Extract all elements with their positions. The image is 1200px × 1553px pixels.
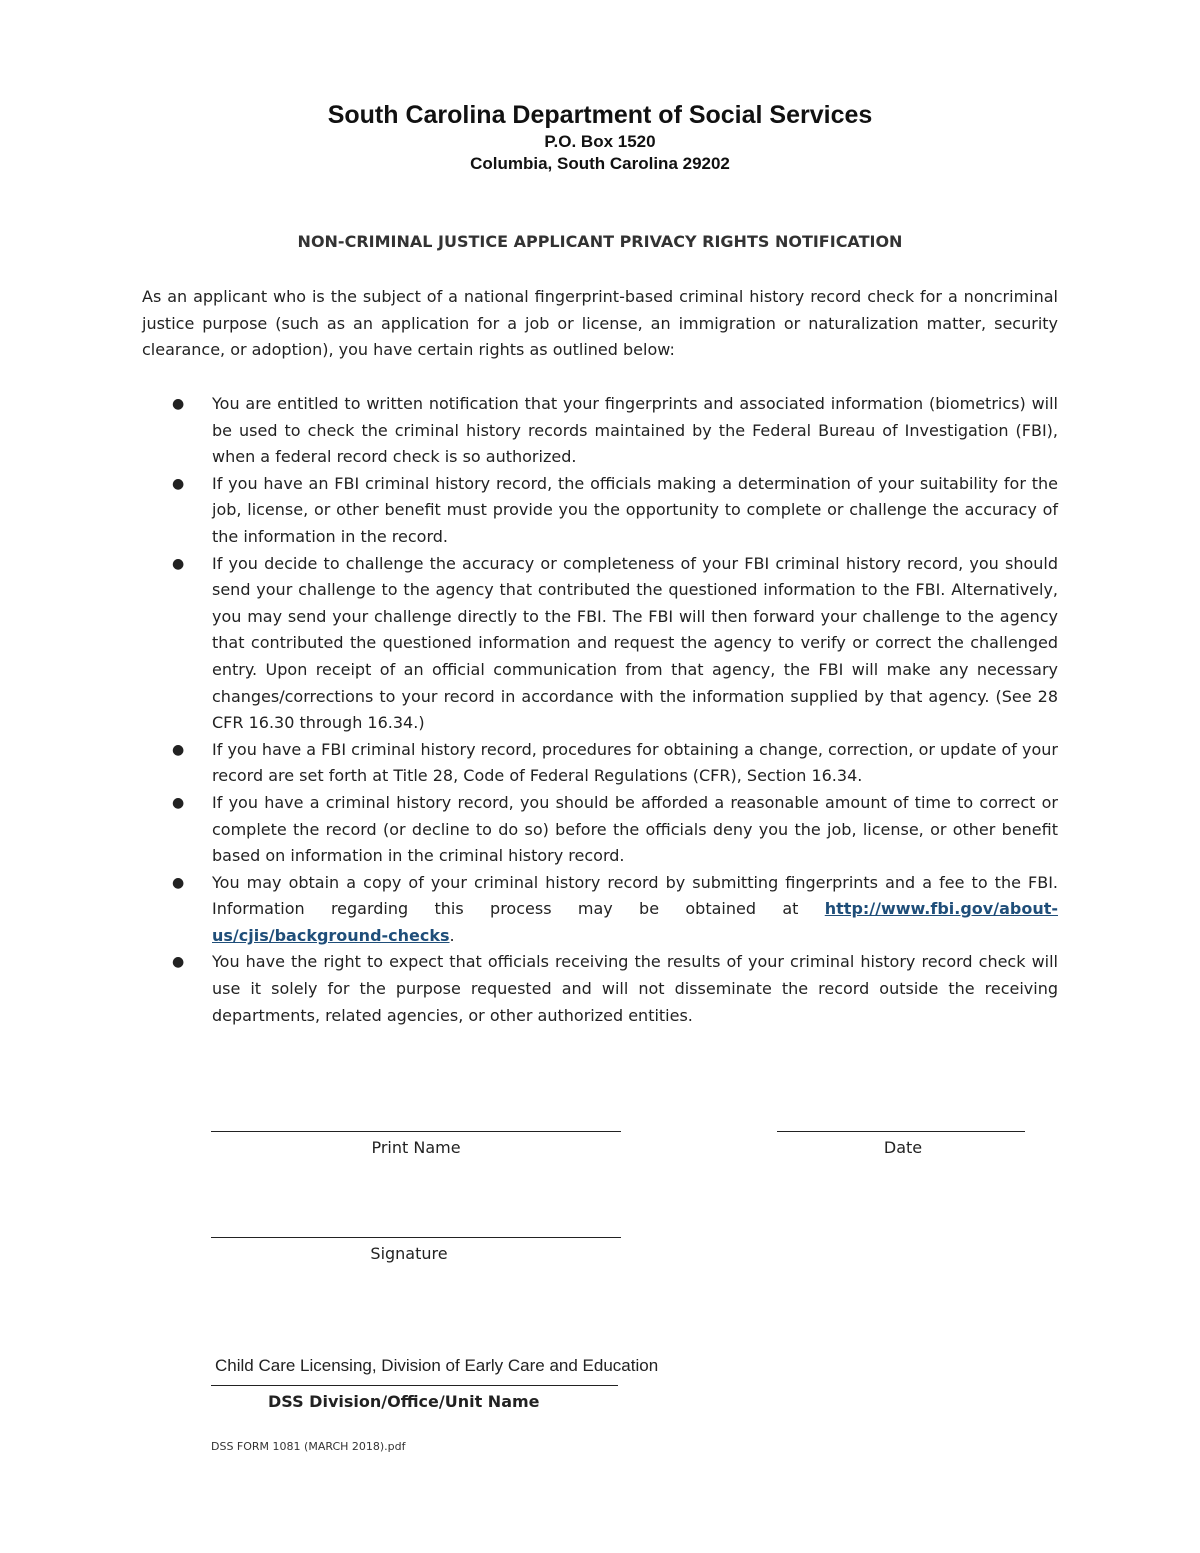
right-text: If you have a criminal history record, you should be afforded a reasonable amount of time to correct or complete the record (or decline to do so) before the officials deny you the job, license, or other benefit based on information in the criminal history record. <box>212 792 1058 866</box>
signature-label: Signature <box>370 1244 448 1263</box>
date-line[interactable] <box>777 1131 1025 1132</box>
bullet-icon: ● <box>172 954 185 971</box>
division-name-line <box>211 1385 618 1386</box>
rights-list-item <box>142 551 1058 737</box>
intro-paragraph: As an applicant who is the subject of a national fingerprint-based criminal history record check for a noncriminal justice purpose (such as an application for a job or license, an immigration or naturalization matter, security clearance, or adoption), you have certain rights as outlined below: <box>142 287 1058 360</box>
document-title: NON-CRIMINAL JUSTICE APPLICANT PRIVACY RIGHTS NOTIFICATION <box>297 232 903 251</box>
bullet-icon: ● <box>172 741 185 758</box>
bullet-icon: ● <box>172 475 185 492</box>
bullet-icon: ● <box>172 396 185 412</box>
signature-line[interactable] <box>211 1237 621 1238</box>
form-number: DSS FORM 1081 (MARCH 2018).pdf <box>211 1440 406 1453</box>
right-text: You may obtain a copy of your criminal history record by submitting fingerprints and a fee to the FBI. Information regarding this process may be obtained at <box>212 872 1058 919</box>
bullet-icon: ● <box>172 794 185 811</box>
po-box-address: P.O. Box 1520 <box>544 132 656 151</box>
fbi-background-checks-link[interactable]: http://www.fbi.gov/about-us/cjis/background-checks <box>212 899 1058 945</box>
right-text: If you decide to challenge the accuracy or completeness of your FBI criminal history record, you should send your challenge to the agency that contributed the questioned information to the FBI. Alternatively, you may send your challenge directly to the FBI. The FBI will then forward your challenge to the agency that contributed the questioned information and request the agency to verify or correct the challenged entry. Upon receipt of an official communication from that agency, the FBI will make any necessary changes/corrections to your record in accordance with the information supplied by that agency. (See 28 CFR 16.30 through 16.34.) <box>212 553 1058 733</box>
bullet-icon: ● <box>172 555 185 572</box>
rights-list-item <box>142 737 1058 790</box>
division-name: Child Care Licensing, Division of Early Care and Education <box>215 1356 659 1375</box>
rights-list-item <box>142 790 1058 870</box>
date-label: Date <box>883 1138 923 1157</box>
rights-list-item <box>142 949 1058 1029</box>
rights-list-item <box>142 391 1058 471</box>
print-name-label: Print Name <box>371 1138 461 1157</box>
division-caption: DSS Division/Office/Unit Name <box>268 1392 540 1411</box>
right-text: If you have a FBI criminal history record, procedures for obtaining a change, correction, or update of your record are set forth at Title 28, Code of Federal Regulations (CFR), Section 16.34. <box>212 739 1058 786</box>
right-text: If you have an FBI criminal history record, the officials making a determination of your suitability for the job, license, or other benefit must provide you the opportunity to complete or challenge the accuracy of the information in the record. <box>212 473 1058 546</box>
bullet-icon: ● <box>172 874 185 891</box>
right-text-end: . <box>449 925 455 945</box>
right-text: You are entitled to written notification that your fingerprints and associated information (biometrics) will be used to check the criminal history records maintained by the Federal Bureau of Investigation (FBI), when a federal record check is so authorized. <box>212 394 1058 467</box>
print-name-line[interactable] <box>211 1131 621 1132</box>
rights-list-item <box>142 471 1058 551</box>
organization-name: South Carolina Department of Social Services <box>327 101 873 129</box>
city-address: Columbia, South Carolina 29202 <box>470 154 730 173</box>
right-text: You have the right to expect that officials receiving the results of your criminal history record check will use it solely for the purpose requested and will not disseminate the record outside the receiving departments, related agencies, or other authorized entities. <box>212 952 1058 1025</box>
rights-list <box>142 391 1058 1029</box>
rights-list-item <box>142 870 1058 950</box>
